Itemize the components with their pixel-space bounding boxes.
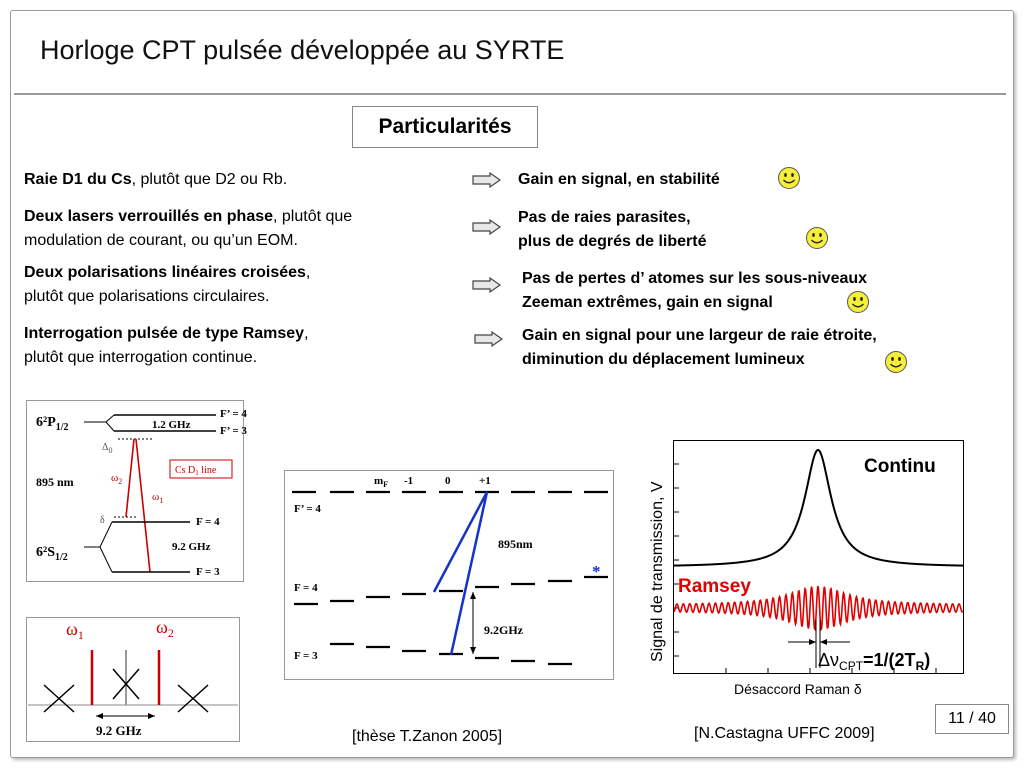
arrow-right-icon (472, 172, 502, 188)
feature-1 (24, 168, 287, 192)
label-fp4: F’ = 4 (220, 408, 247, 420)
arrow-right-icon (474, 331, 504, 347)
legend-continu: Continu (864, 456, 936, 477)
benefit-4-line1: Gain en signal pour une largeur de raie étroite, (522, 327, 877, 344)
laser-spectrum-diagram (26, 617, 240, 742)
smiley-icon (777, 166, 801, 190)
omega1-label: $\omega_1$ (152, 491, 164, 505)
wavelength-label: 895 nm (36, 475, 74, 489)
mf-label: $m_F$ (374, 475, 389, 489)
smiley-icon (846, 290, 870, 314)
smiley-icon (805, 226, 829, 250)
mf-value: -1 (404, 475, 414, 487)
asterisk-marker: * (592, 562, 601, 581)
feature-3 (24, 261, 310, 309)
feature-4-rest: , (304, 325, 309, 342)
benefit-4 (522, 324, 877, 372)
slide-title: Horloge CPT pulsée développée au SYRTE (40, 35, 565, 65)
benefit-4-line2: diminution du déplacement lumineux (522, 351, 805, 368)
benefit-2-line2: plus de degrés de liberté (518, 233, 707, 250)
omega2-label: $\omega_2$ (111, 472, 123, 486)
delta0-label: $\Delta_0$ (102, 442, 113, 455)
label-f3: F = 3 (294, 650, 318, 662)
feature-4-line2: plutôt que interrogation continue. (24, 349, 258, 366)
benefit-2-line1: Pas de raies parasites, (518, 209, 691, 226)
delta-label: δ (100, 515, 105, 526)
legend-ramsey: Ramsey (678, 576, 751, 597)
feature-3-rest: , (305, 264, 311, 281)
feature-2 (24, 205, 352, 253)
feature-2-bold: Deux lasers verrouillés en phase (24, 208, 274, 225)
label-f4: F = 4 (196, 516, 220, 528)
label-f4: F = 4 (294, 582, 318, 594)
arrow-right-icon (472, 219, 502, 235)
label-fp3: F’ = 3 (220, 425, 247, 437)
feature-3-bold: Deux polarisations linéaires croisées (24, 264, 306, 281)
page-number: 11 / 40 (935, 704, 1009, 734)
mf-value: 0 (445, 475, 451, 487)
zeeman-wavelength-label: 895nm (498, 537, 533, 551)
feature-3-line2: plutôt que polarisations circulaires. (24, 288, 270, 305)
benefit-1: Gain en signal, en stabilité (518, 171, 720, 188)
mf-value: +1 (479, 475, 491, 487)
upper-split-label: 1.2 GHz (152, 419, 191, 431)
label-excited: F’ = 4 (294, 503, 321, 515)
smiley-icon (884, 350, 908, 374)
section-title-box: Particularités (352, 106, 538, 148)
spectrum-omega1-label: $\omega_1$ (66, 619, 84, 642)
citation-right: [N.Castagna UFFC 2009] (694, 725, 875, 742)
x-axis-label: Désaccord Raman δ (734, 681, 862, 697)
cs-d1-line-label: Cs $D_1$ line (175, 465, 217, 477)
spectrum-split-label: 9.2 GHz (96, 723, 142, 738)
arrow-right-icon (472, 277, 502, 293)
title-divider (14, 93, 1006, 95)
zeeman-split-label: 9.2GHz (484, 623, 523, 637)
lower-split-label: 9.2 GHz (172, 541, 211, 553)
cs-d1-level-diagram (26, 400, 247, 582)
zeeman-sublevel-diagram (284, 470, 614, 680)
label-f3: F = 3 (196, 566, 220, 578)
feature-2-rest: , plutôt que (273, 208, 353, 225)
benefit-3-line2: Zeeman extrêmes, gain en signal (522, 294, 773, 311)
feature-4 (24, 322, 309, 370)
benefit-2 (518, 206, 707, 254)
cpt-signal-chart (644, 440, 970, 702)
benefit-3 (522, 267, 867, 315)
upper-state-label: $6^2P_{1/2}$ (36, 415, 69, 433)
lower-state-label: $6^2S_{1/2}$ (36, 545, 68, 563)
benefit-3-line1: Pas de pertes d’ atomes sur les sous-niveaux (522, 270, 868, 287)
feature-2-line2: modulation de courant, ou qu’un EOM. (24, 232, 298, 249)
delta-nu-annotation: $\Delta\nu_{CPT}=1/(2T_R)$ (818, 650, 931, 673)
feature-1-bold: Raie D1 du Cs (24, 171, 132, 188)
feature-4-bold: Interrogation pulsée de type Ramsey (24, 325, 305, 342)
citation-left: [thèse T.Zanon 2005] (352, 728, 503, 745)
y-axis-label: Signal de transmission, V (649, 481, 666, 662)
feature-1-rest: , plutôt que D2 ou Rb. (131, 171, 288, 188)
spectrum-omega2-label: $\omega_2$ (156, 617, 174, 640)
